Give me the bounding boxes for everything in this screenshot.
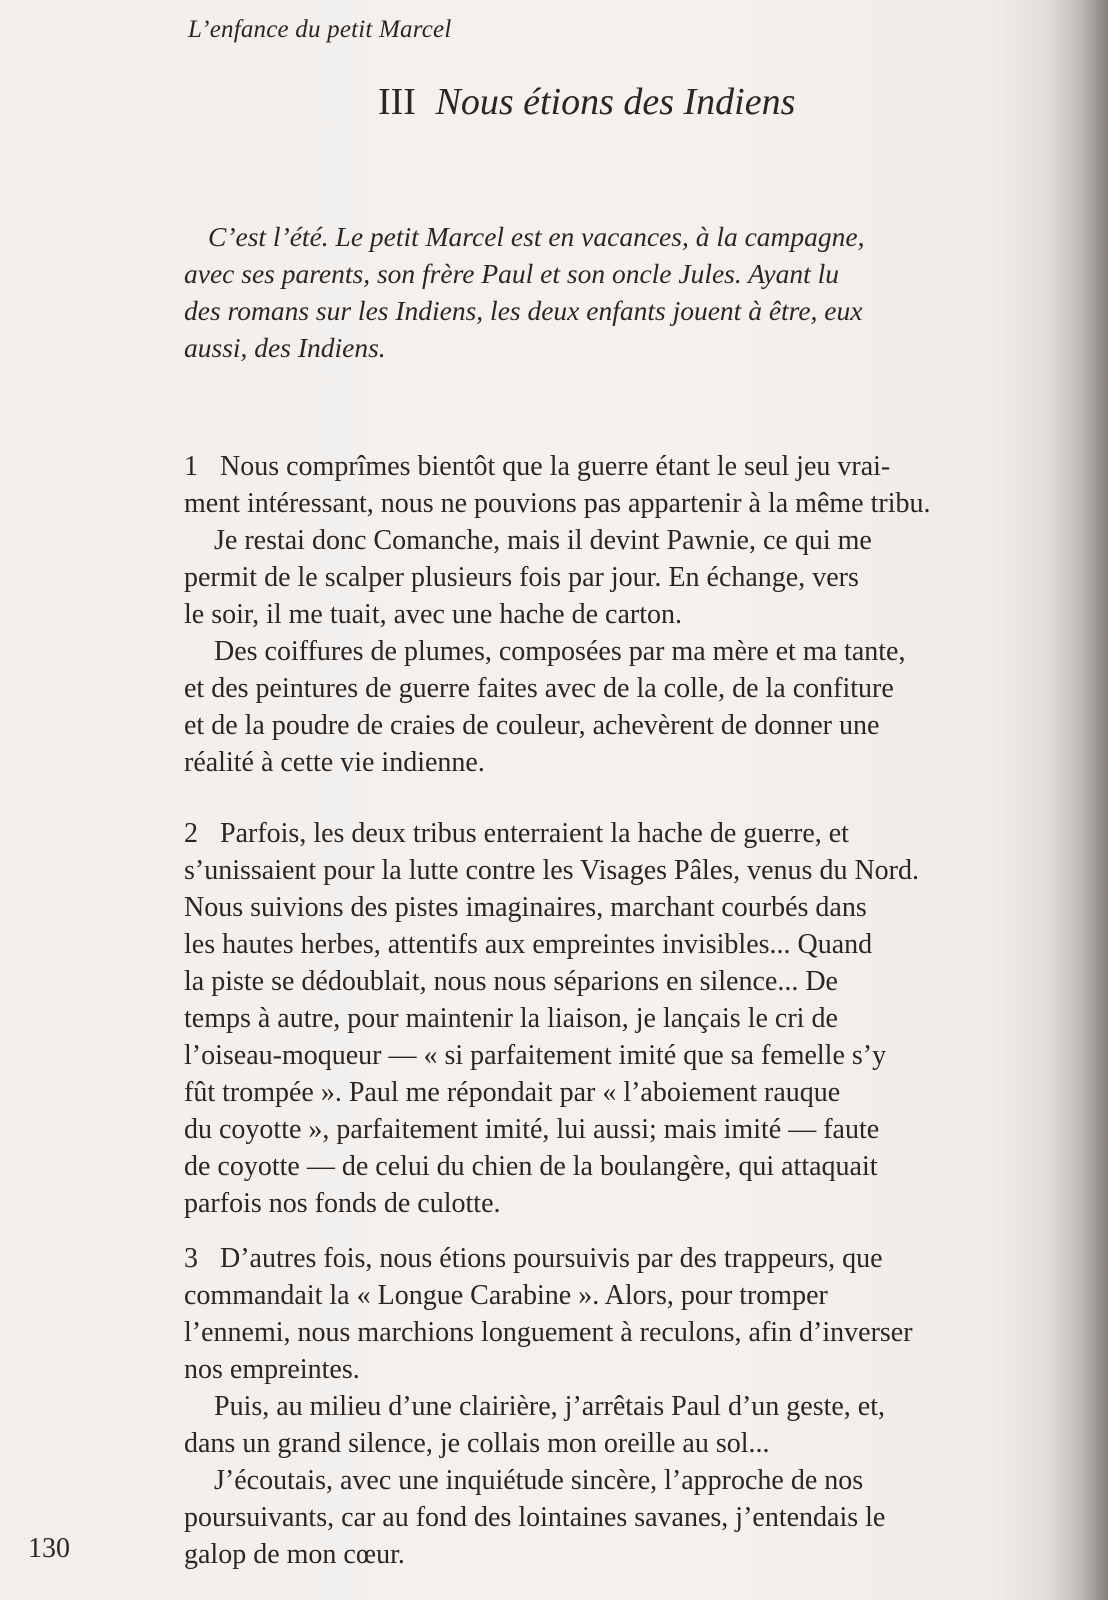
- text-line: réalité à cette vie indienne.: [184, 747, 485, 778]
- text-line: et de la poudre de craies de couleur, achevèrent de donner une: [184, 710, 880, 741]
- text-line: fût trompée ». Paul me répondait par « l’aboiement rauque: [184, 1077, 841, 1108]
- text-line: galop de mon cœur.: [184, 1539, 405, 1570]
- intro-line: des romans sur les Indiens, les deux enfants jouent à être, eux: [184, 295, 863, 326]
- chapter-number: III: [378, 81, 416, 123]
- text-line: le soir, il me tuait, avec une hache de carton.: [184, 599, 682, 630]
- text-line: 3 D’autres fois, nous étions poursuivis par des trappeurs, que: [184, 1243, 883, 1274]
- chapter-title: [378, 80, 795, 124]
- text-line: Puis, au milieu d’une clairière, j’arrêtais Paul d’un geste, et,: [214, 1391, 886, 1422]
- text-line: de coyotte — de celui du chien de la boulangère, qui attaquait: [184, 1151, 878, 1182]
- text-line: Des coiffures de plumes, composées par ma mère et ma tante,: [214, 636, 906, 667]
- paragraph-number: 3: [184, 1243, 198, 1274]
- text-line: la piste se dédoublait, nous nous séparions en silence... De: [184, 966, 838, 997]
- paragraph-number: 2: [184, 818, 198, 849]
- chapter-intro: [184, 218, 1084, 366]
- text-line: et des peintures de guerre faites avec de la colle, de la confiture: [184, 673, 894, 704]
- text-line: commandait la « Longue Carabine ». Alors, pour tromper: [184, 1280, 828, 1311]
- text-line: Je restai donc Comanche, mais il devint Pawnie, ce qui me: [214, 525, 872, 556]
- text-line: l’ennemi, nous marchions longuement à reculons, afin d’inverser: [184, 1317, 913, 1348]
- text-line: permit de le scalper plusieurs fois par jour. En échange, vers: [184, 562, 859, 593]
- text-line: J’écoutais, avec une inquiétude sincère, l’approche de nos: [214, 1465, 864, 1496]
- text-line: parfois nos fonds de culotte.: [184, 1188, 501, 1219]
- text-line: temps à autre, pour maintenir la liaison, je lançais le cri de: [184, 1003, 838, 1034]
- intro-line: aussi, des Indiens.: [184, 332, 386, 363]
- intro-line: avec ses parents, son frère Paul et son oncle Jules. Ayant lu: [184, 258, 840, 289]
- intro-line: C’est l’été. Le petit Marcel est en vacances, à la campagne,: [208, 221, 865, 252]
- text-line: l’oiseau-moqueur — « si parfaitement imité que sa femelle s’y: [184, 1040, 887, 1071]
- page-number: 130: [28, 1533, 70, 1564]
- running-head: L’enfance du petit Marcel: [188, 16, 452, 43]
- text-line: nos empreintes.: [184, 1354, 360, 1385]
- paragraph-number: 1: [184, 451, 198, 482]
- text-line: du coyotte », parfaitement imité, lui aussi; mais imité — faute: [184, 1114, 880, 1145]
- text-line: Nous suivions des pistes imaginaires, marchant courbés dans: [184, 892, 867, 923]
- text-line: 1 Nous comprîmes bientôt que la guerre étant le seul jeu vrai-: [184, 451, 891, 482]
- section-2: [184, 815, 1084, 1222]
- text-line: les hautes herbes, attentifs aux empreintes invisibles... Quand: [184, 929, 873, 960]
- text-line: dans un grand silence, je collais mon oreille au sol...: [184, 1428, 770, 1459]
- text-line: ment intéressant, nous ne pouvions pas appartenir à la même tribu.: [184, 488, 931, 519]
- text-line: poursuivants, car au fond des lointaines savanes, j’entendais le: [184, 1502, 886, 1533]
- section-1: [184, 448, 1084, 781]
- chapter-name: Nous étions des Indiens: [435, 81, 796, 123]
- text-line: 2 Parfois, les deux tribus enterraient la hache de guerre, et: [184, 818, 849, 849]
- text-line: s’unissaient pour la lutte contre les Visages Pâles, venus du Nord.: [184, 855, 919, 886]
- section-3: [184, 1240, 1084, 1573]
